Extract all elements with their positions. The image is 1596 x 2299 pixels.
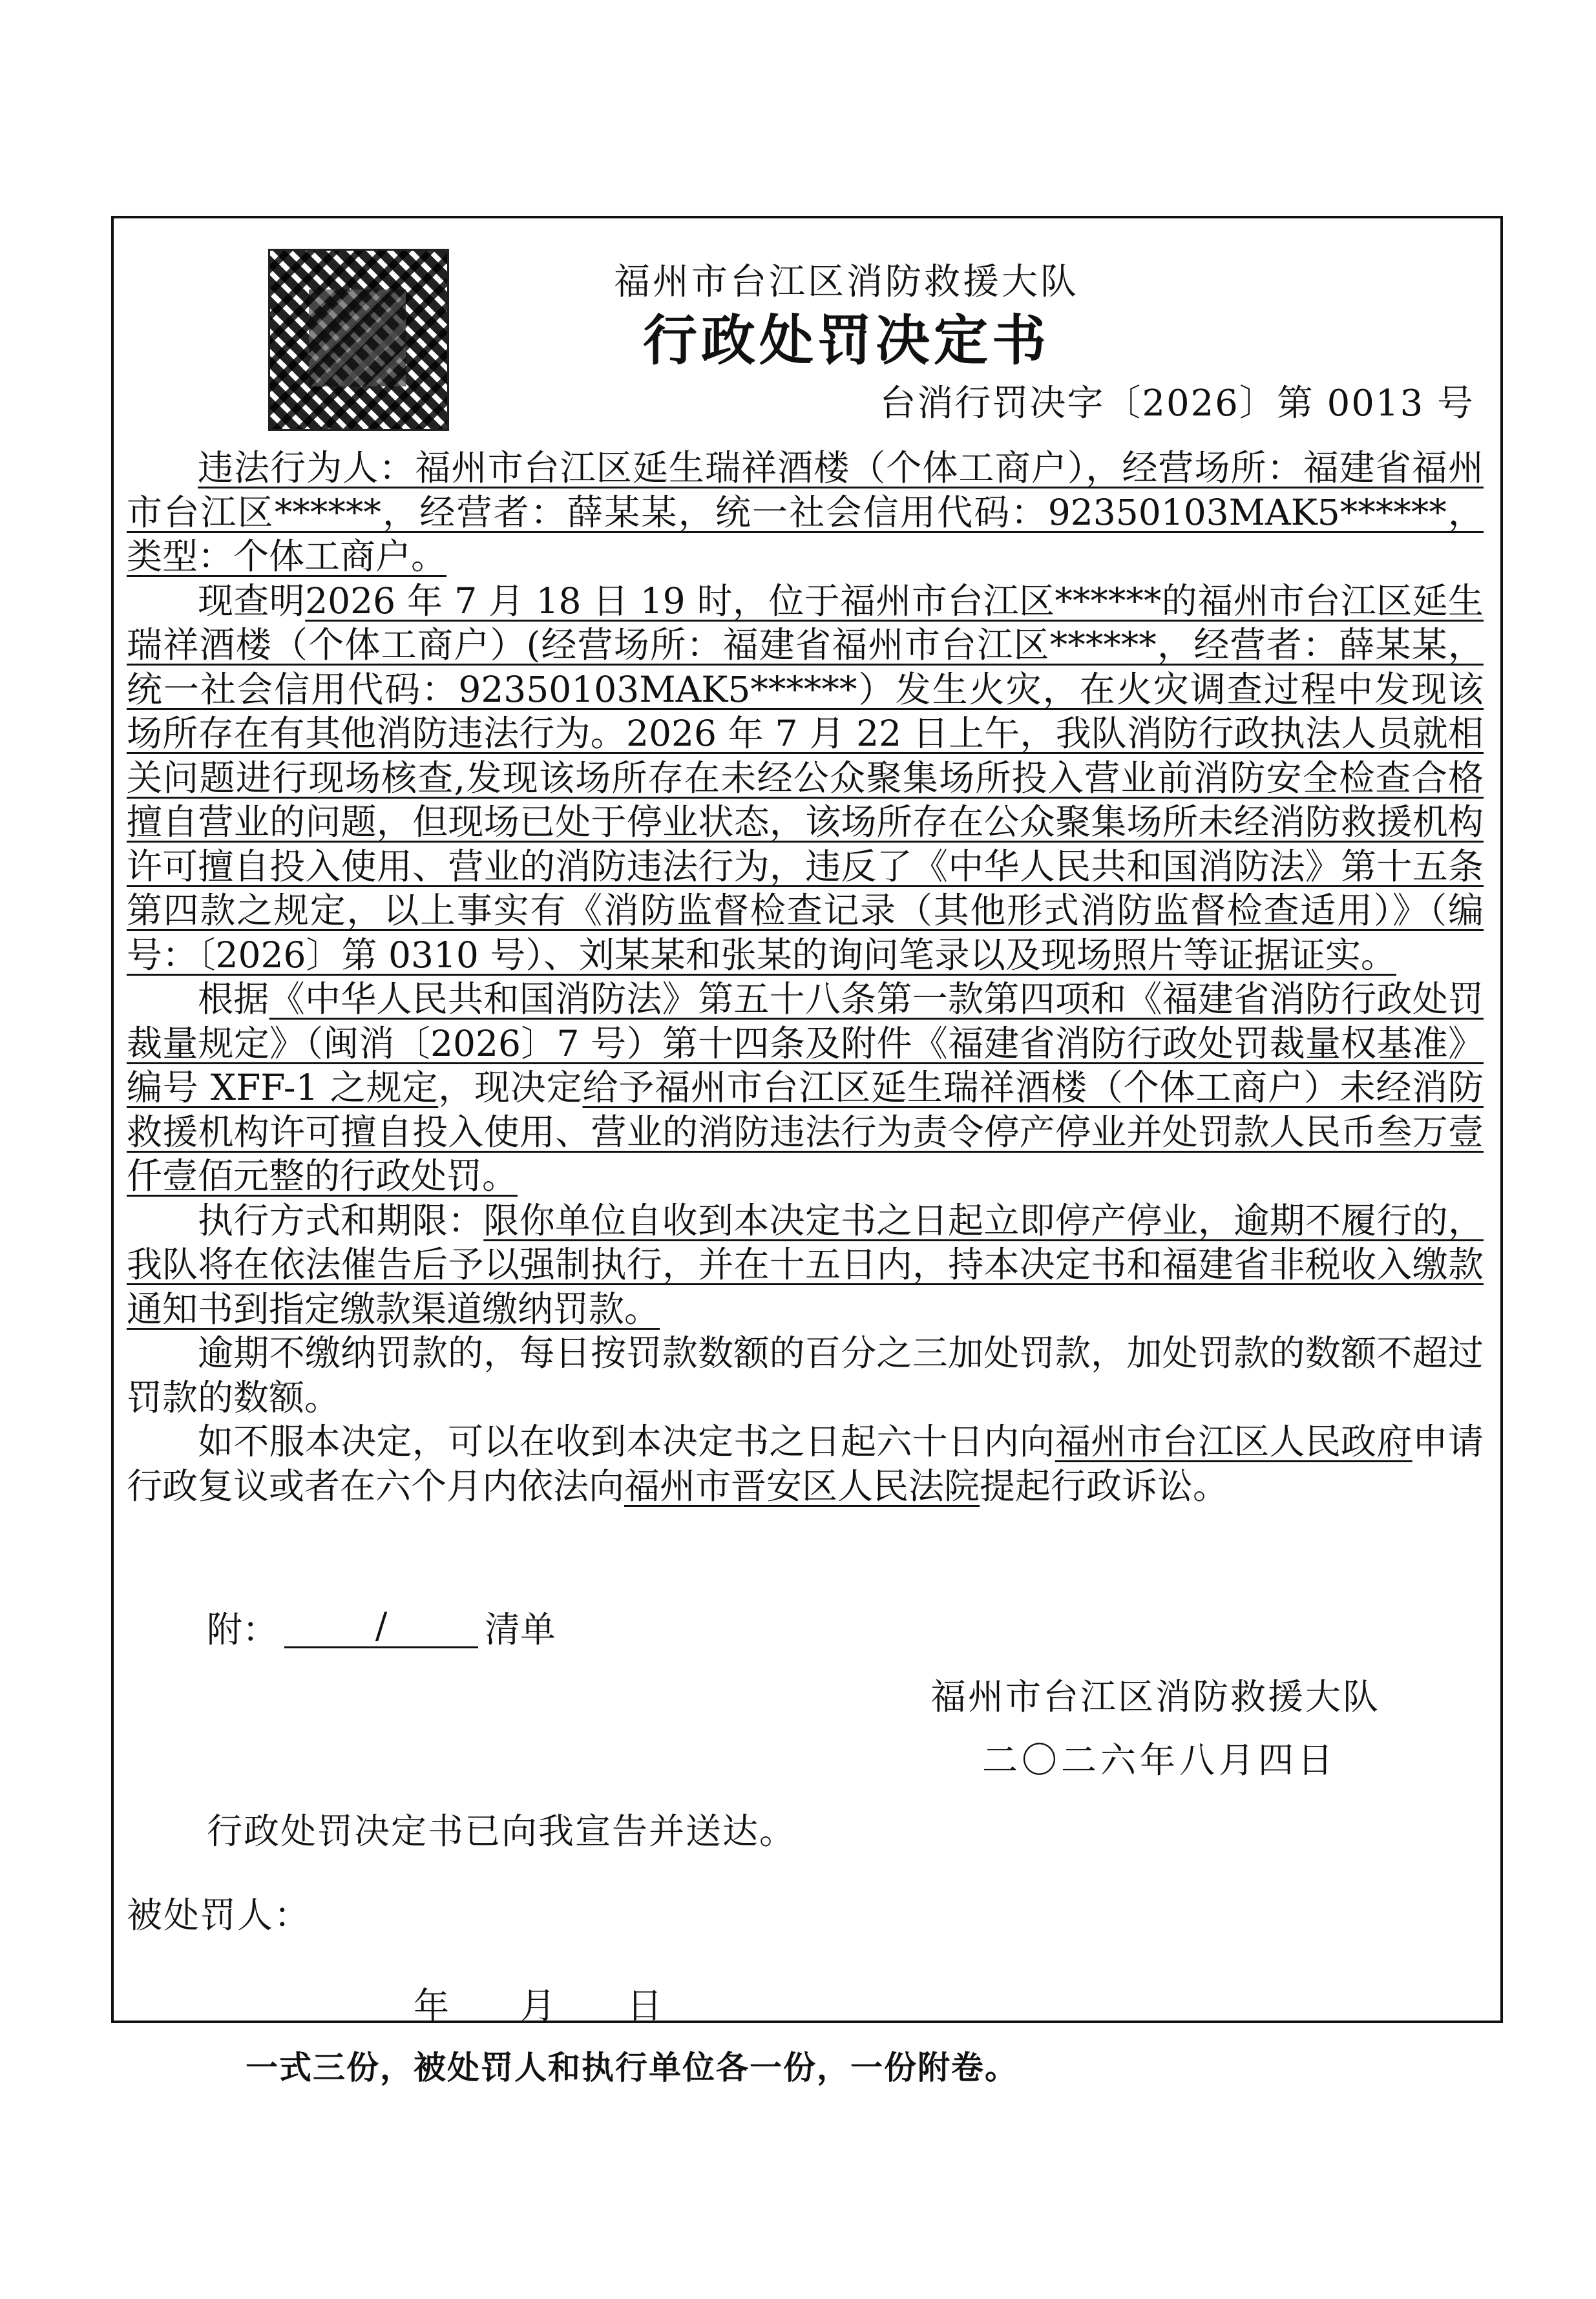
appeal-text-1: 如不服本决定，可以在收到本决定书之日起六十日内向: [198, 1421, 1055, 1462]
year-label: 年: [414, 1985, 450, 2026]
decision-paragraph: [127, 977, 1484, 1199]
execution-label: 执行方式和期限：: [198, 1199, 484, 1241]
document-number: 台消行罚决字〔2026〕第 0013 号: [879, 383, 1475, 425]
penalized-party-label: 被处罚人：: [127, 1895, 311, 1936]
decision-lead: 根据: [198, 978, 269, 1020]
late-fee-paragraph: 逾期不缴纳罚款的，每日按罚款数额的百分之三加处罚款，加处罚款的数额不超过罚款的数额。: [127, 1332, 1484, 1418]
findings-lead: 现查明: [198, 580, 306, 622]
attachment-suffix: 清单: [485, 1609, 556, 1650]
decision-legal-basis: 《中华人民共和国消防法》第五十八条第一款第四项和《福建省消防行政处罚裁量规定》（闽消〔2026〕7 号）第十四条及附件《福建省消防行政处罚裁量权基准》编号 XFF-1 之规定: [127, 978, 1484, 1108]
findings-evidence: 《消防监督检查记录（其他形式消防监督检查适用）》（编号：〔2026〕第 0310 号）、刘某某和张某的询问笔录以及现场照片等证据证实。: [127, 890, 1484, 976]
copies-footnote: 一式三份，被处罚人和执行单位各一份，一份附卷。: [246, 2048, 1018, 2086]
execution-terms: 限你单位自收到本决定书之日起立即停产停业，逾期不履行的，我队将在依法催告后予以强制执行，并在十五日内，持本决定书和福建省非税收入缴款通知书到指定缴款渠道缴纳罚款。: [127, 1199, 1484, 1330]
appeal-text-3: 提起行政诉讼。: [980, 1465, 1229, 1507]
appeal-paragraph: [127, 1420, 1484, 1508]
signature-date: 二〇二六年八月四日: [982, 1739, 1338, 1781]
violator-paragraph: [127, 446, 1484, 579]
attachment-blank: /: [284, 1605, 478, 1648]
review-authority: 福州市台江区人民政府: [1055, 1421, 1412, 1462]
issuing-org: 福州市台江区消防救援大队: [614, 261, 1079, 303]
decision-connector: ，现决定: [438, 1067, 583, 1108]
served-statement: 行政处罚决定书已向我宣告并送达。: [207, 1811, 797, 1852]
violator-info: 违法行为人：福州市台江区延生瑞祥酒楼（个体工商户），经营场所：福建省福州市台江区******，经营者：薛某某，统一社会信用代码：92350103MAK5******，类型：个体工商户。: [127, 447, 1484, 577]
page-title: 行政处罚决定书: [642, 308, 1050, 372]
signature-org: 福州市台江区消防救援大队: [930, 1676, 1381, 1717]
month-label: 月: [520, 1985, 556, 2026]
decision-penalty: 给予福州市台江区延生瑞祥酒楼（个体工商户）未经消防救援机构许可擅自投入使用、营业的消防违法行为责令停产停业并处罚款人民币叁万壹仟壹佰元整的行政处罚。: [127, 1067, 1484, 1197]
findings-facts: 2026 年 7 月 18 日 19 时，位于福州市台江区******的福州市台江区延生瑞祥酒楼（个体工商户）(经营场所：福建省福州市台江区******，经营者：薛某某，统一社会信用代码：92350103MAK5******）发生火灾，在火灾调查过程中发现该场所存在有其他消防违法行为。2026 年 7 月 22 日上午，我队消防行政执法人员就相关问题进行现场核查,发现该场所存在未经公众聚集场所投入营业前消防安全检查合格擅自营业的问题，但现场已处于停业状态，该场所存在公众聚集场所未经消防救援机构许可擅自投入使用、营业的消防违法行为，违反了《中华人民共和国消防法》第十五条第四款之规定，以上事实有: [127, 580, 1484, 931]
court-name: 福州市晋安区人民法院: [624, 1465, 980, 1507]
execution-paragraph: [127, 1199, 1484, 1332]
attachment-line: [207, 1601, 556, 1652]
day-label: 日: [627, 1985, 663, 2026]
findings-paragraph: [127, 579, 1484, 978]
document-body: [127, 446, 1484, 1508]
receipt-date-line: [414, 1977, 733, 2028]
appeal-text-2: 申请行政复议或者在六个月内依法向: [127, 1421, 1484, 1507]
attachment-label: 附：: [207, 1609, 278, 1650]
qr-code: [268, 249, 449, 431]
